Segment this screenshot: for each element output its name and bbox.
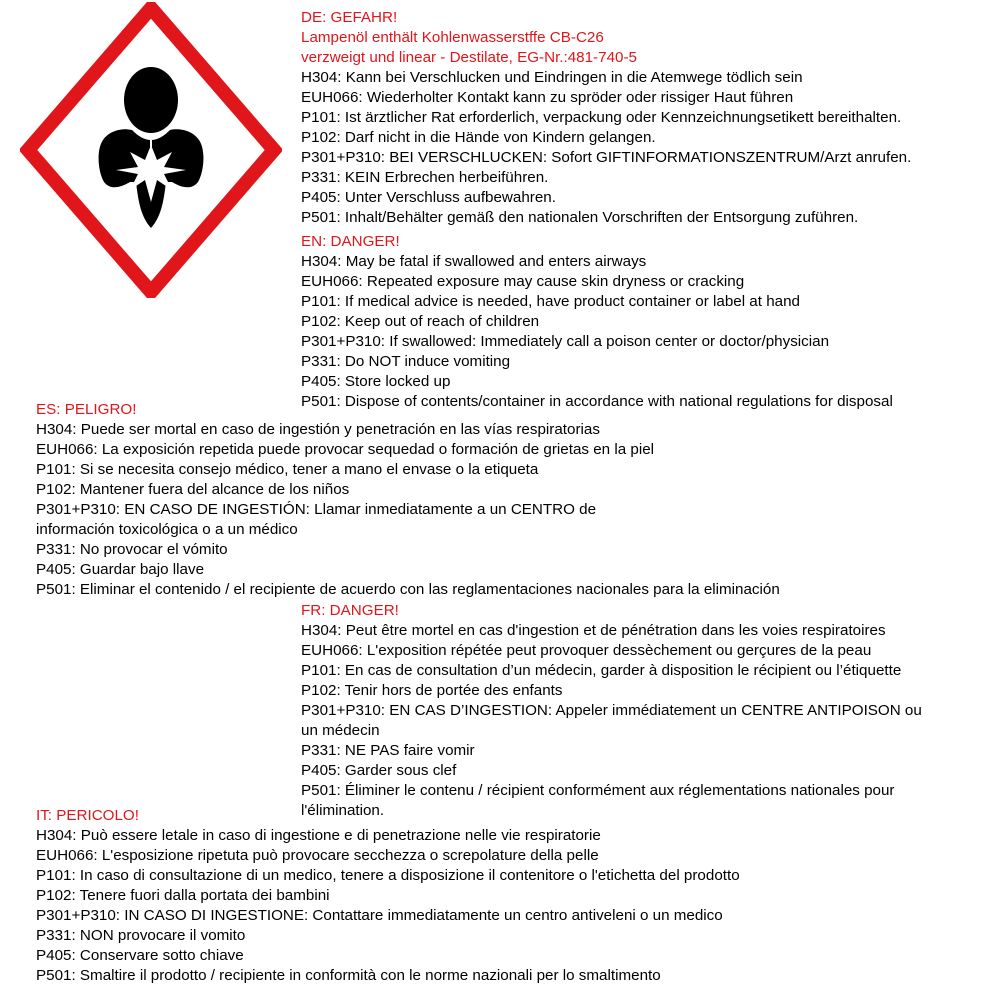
statement-en-p501: P501: Dispose of contents/container in accordance with national regulations for disposal [301,393,893,410]
statement-fr-p301-p310: P301+P310: EN CAS D’INGESTION: Appeler immédiatement un CENTRE ANTIPOISON ou [301,702,922,719]
statement-fr-p102: P102: Tenir hors de portée des enfants [301,682,563,699]
statement-it-p102: P102: Tenere fuori dalla portata dei bambini [36,887,330,904]
statement-fr-p331: P331: NE PAS faire vomir [301,742,475,759]
statement-es-p331: P331: No provocar el vómito [36,541,228,558]
heading-de: DE: GEFAHR! [301,9,398,26]
statement-it-p301-p310: P301+P310: IN CASO DI INGESTIONE: Contattare immediatamente un centro antiveleni o un medico [36,907,723,924]
statement-es-p405: P405: Guardar bajo llave [36,561,205,578]
statement-de-p501: P501: Inhalt/Behälter gemäß den nationalen Vorschriften der Entsorgung zuführen. [301,209,859,226]
section-it [36,806,740,986]
statement-de-p405: P405: Unter Verschluss aufbewahren. [301,189,556,206]
statement-en-p405: P405: Store locked up [301,373,451,390]
health-hazard-pictogram [20,2,282,298]
statement-fr-euh066: EUH066: L'exposition répétée peut provoquer dessèchement ou gerçures de la peau [301,642,872,659]
statement-en-p101: P101: If medical advice is needed, have product container or label at hand [301,293,800,310]
product-name-line: Lampenöl enthält Kohlenwasserstffe CB-C26 [301,29,604,46]
section-de [301,8,911,228]
section-fr [301,601,922,821]
statement-it-p405: P405: Conservare sotto chiave [36,947,244,964]
heading-es: ES: PELIGRO! [36,401,137,418]
statement-es-p301-p310-cont: información toxicológica o a un médico [36,521,298,538]
statement-en-euh066: EUH066: Repeated exposure may cause skin dryness or cracking [301,273,745,290]
statement-it-h304: H304: Può essere letale in caso di ingestione e di penetrazione nelle vie respiratorie [36,827,601,844]
heading-fr: FR: DANGER! [301,602,399,619]
statement-es-euh066: EUH066: La exposición repetida puede provocar sequedad o formación de grietas en la piel [36,441,655,458]
statement-it-p501: P501: Smaltire il prodotto / recipiente in conformità con le norme nazionali per lo smaltimento [36,967,661,984]
statement-fr-h304: H304: Peut être mortel en cas d'ingestion et de pénétration dans les voies respiratoires [301,622,886,639]
statement-es-p101: P101: Si se necesita consejo médico, tener a mano el envase o la etiqueta [36,461,539,478]
statement-fr-p101: P101: En cas de consultation d’un médecin, garder à disposition le récipient ou l’étiquette [301,662,902,679]
statement-de-p102: P102: Darf nicht in die Hände von Kindern gelangen. [301,129,656,146]
statement-es-p501: P501: Eliminar el contenido / el recipiente de acuerdo con las reglamentaciones nacionales para la eliminación [36,581,780,598]
heading-en: EN: DANGER! [301,233,400,250]
statement-de-euh066: EUH066: Wiederholter Kontakt kann zu spröder oder rissiger Haut führen [301,89,794,106]
section-en [301,232,893,412]
statement-fr-p501-cont: l'élimination. [301,802,385,819]
section-es [36,400,780,600]
statement-de-p301-p310: P301+P310: BEI VERSCHLUCKEN: Sofort GIFTINFORMATIONSZENTRUM/Arzt anrufen. [301,149,912,166]
statement-en-p301-p310: P301+P310: If swallowed: Immediately call a poison center or doctor/physician [301,333,830,350]
statement-es-p301-p310: P301+P310: EN CASO DE INGESTIÓN: Llamar inmediatamente a un CENTRO de [36,501,597,518]
statement-it-euh066: EUH066: L'esposizione ripetuta può provocare secchezza o screpolature della pelle [36,847,599,864]
statement-de-h304: H304: Kann bei Verschlucken und Eindringen in die Atemwege tödlich sein [301,69,803,86]
heading-it: IT: PERICOLO! [36,807,139,824]
statement-en-p331: P331: Do NOT induce vomiting [301,353,511,370]
statement-de-p331: P331: KEIN Erbrechen herbeiführen. [301,169,549,186]
statement-es-h304: H304: Puede ser mortal en caso de ingestión y penetración en las vías respiratorias [36,421,600,438]
statement-it-p101: P101: In caso di consultazione di un medico, tenere a disposizione il contenitore o l'etichetta del prodotto [36,867,740,884]
statement-de-p101: P101: Ist ärztlicher Rat erforderlich, verpackung oder Kennzeichnungsetikett bereithalten. [301,109,902,126]
statement-fr-p501: P501: Éliminer le contenu / récipient conformément aux réglementations nationales pour [301,782,895,799]
statement-es-p102: P102: Mantener fuera del alcance de los niños [36,481,350,498]
product-ec-number-line: verzweigt und linear - Destilate, EG-Nr.:481-740-5 [301,49,637,66]
statement-en-h304: H304: May be fatal if swallowed and enters airways [301,253,647,270]
statement-fr-p301-p310-cont: un médecin [301,722,380,739]
statement-fr-p405: P405: Garder sous clef [301,762,457,779]
statement-it-p331: P331: NON provocare il vomito [36,927,246,944]
statement-en-p102: P102: Keep out of reach of children [301,313,540,330]
